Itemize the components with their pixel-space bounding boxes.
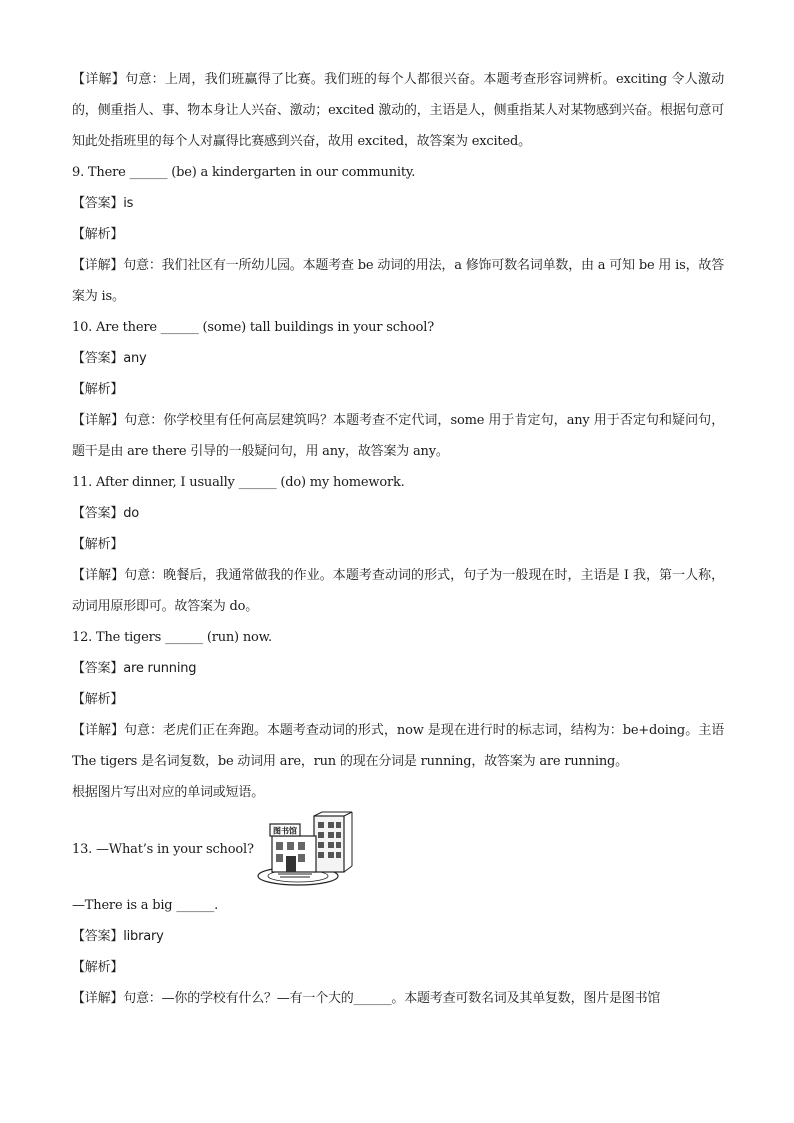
q9-answer: 【答案】is <box>72 196 134 211</box>
library-building-image <box>256 810 356 888</box>
q13-row <box>72 808 724 890</box>
q13-analysis: 【解析】 <box>72 960 124 975</box>
q12-answer: 【答案】are running <box>72 661 197 676</box>
library-sign-text: 图书馆 <box>272 826 297 836</box>
q12-question: 12. The tigers ______ (run) now. <box>72 630 272 645</box>
q13-answer: 【答案】library <box>72 929 164 944</box>
q13-reply: —There is a big ______. <box>72 898 219 913</box>
q10-answer: 【答案】any <box>72 351 147 366</box>
q10-analysis: 【解析】 <box>72 382 124 397</box>
document-page <box>72 64 724 1014</box>
q11-analysis: 【解析】 <box>72 537 124 552</box>
q11-question: 11. After dinner, I usually ______ (do) my homework. <box>72 475 405 490</box>
q8-detail: 【详解】句意：上周，我们班赢得了比赛。我们班的每个人都很兴奋。本题考查形容词辨析。exciting 令人激动的，侧重指人、事、物本身让人兴奋、激动；excited 激动的，主语是人，侧重指某人对某物感到兴奋。根据句意可知此处指班里的每个人对赢得比赛感到兴奋，故用 excited，故答案为 excited。 <box>72 72 724 149</box>
q9-question: 9. There ______ (be) a kindergarten in our community. <box>72 165 416 180</box>
q12-analysis: 【解析】 <box>72 692 124 707</box>
q9-detail: 【详解】句意：我们社区有一所幼儿园。本题考查 be 动词的用法，a 修饰可数名词单数，由 a 可知 be 用 is，故答案为 is。 <box>72 258 724 304</box>
q10-question: 10. Are there ______ (some) tall buildings in your school? <box>72 320 434 335</box>
q12-detail: 【详解】句意：老虎们正在奔跑。本题考查动词的形式，now 是现在进行时的标志词，结构为：be+doing。主语 The tigers 是名词复数，be 动词用 are，run 的现在分词是 running，故答案为 are running。 <box>72 723 724 769</box>
q10-detail: 【详解】句意：你学校里有任何高层建筑吗？本题考查不定代词，some 用于肯定句，any 用于否定句和疑问句，题干是由 are there 引导的一般疑问句，用 any，故答案为 any。 <box>72 413 724 459</box>
q13-detail: 【详解】句意：—你的学校有什么？—有一个大的______。本题考查可数名词及其单复数，图片是图书馆 <box>72 991 661 1006</box>
section-instruction: 根据图片写出对应的单词或短语。 <box>72 785 265 800</box>
q13-question: 13. —What’s in your school? <box>72 841 254 857</box>
q11-detail: 【详解】句意：晚餐后，我通常做我的作业。本题考查动词的形式，句子为一般现在时，主语是 I 我，第一人称，动词用原形即可。故答案为 do。 <box>72 568 724 614</box>
q9-analysis: 【解析】 <box>72 227 124 242</box>
q11-answer: 【答案】do <box>72 506 140 521</box>
